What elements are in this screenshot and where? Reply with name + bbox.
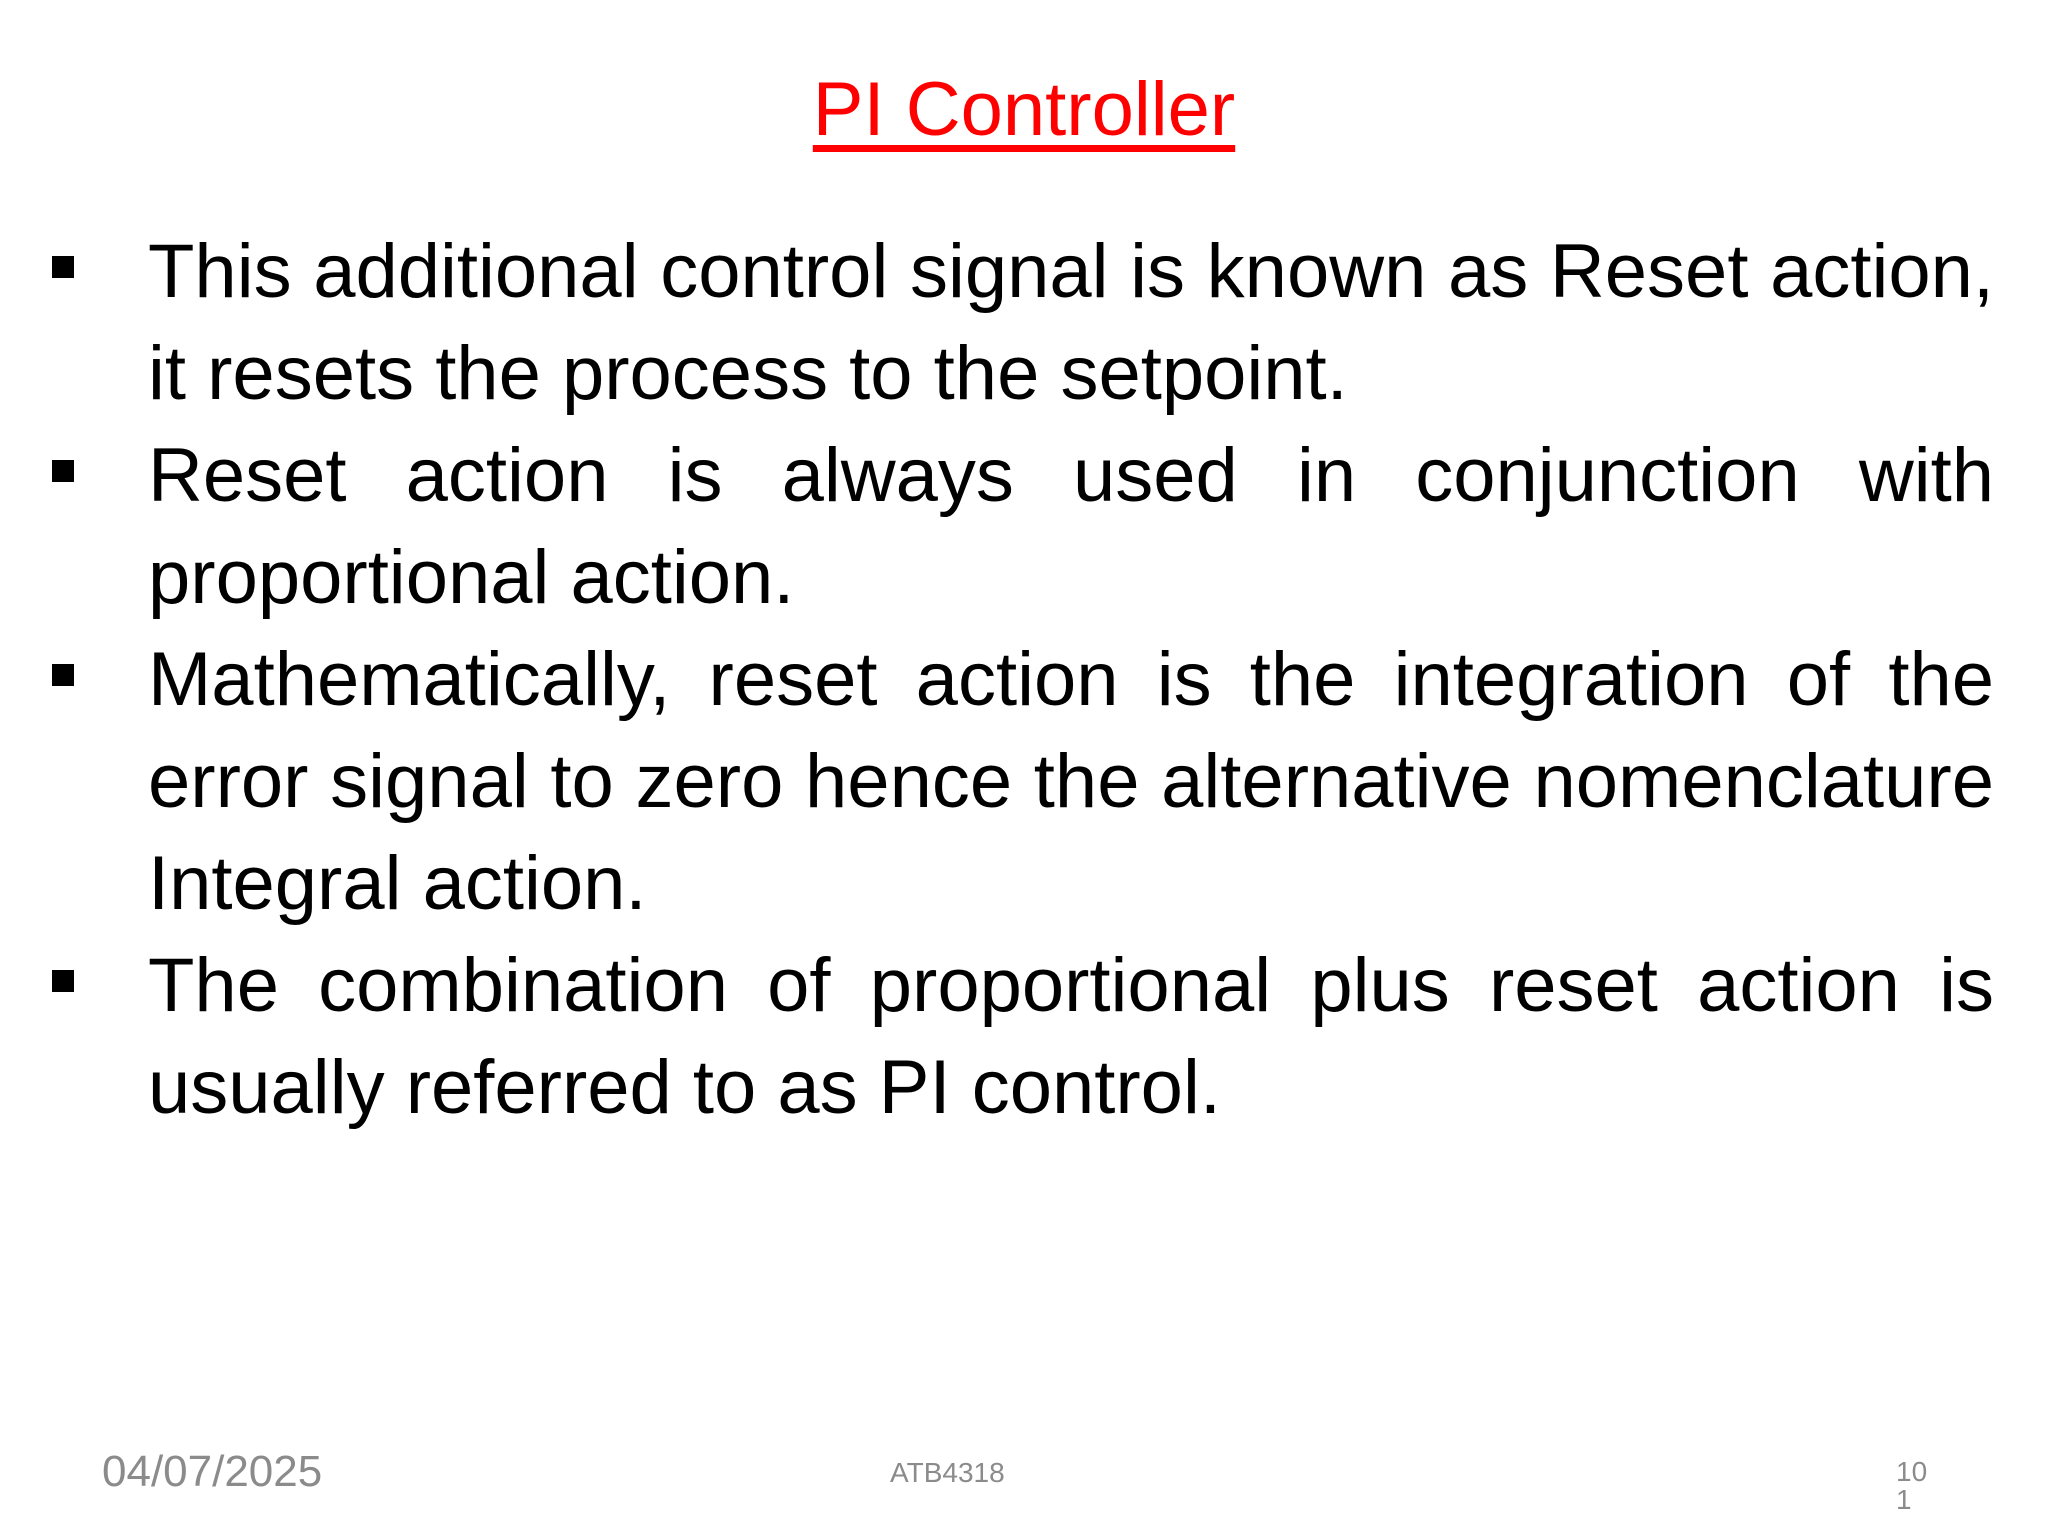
slide-title: PI Controller [812,67,1236,152]
bullet-item [148,629,1994,935]
bullet-item [148,935,1994,1139]
square-bullet-icon [52,970,74,992]
bullet-text: Reset action is always used in conjunction with proportional action. [148,433,1994,620]
bullet-text: Mathematically, reset action is the integration of the error signal to zero hence the alternative nomenclature Integral action. [148,637,1994,926]
bullet-item [148,425,1994,629]
bullet-text: This additional control signal is known as Reset action, it resets the process to the setpoint. [148,229,1994,416]
footer-course-code: ATB4318 [890,1457,1005,1488]
footer-date: 04/07/2025 [102,1447,323,1496]
slide-number: 101 [1896,1456,1928,1515]
square-bullet-icon [52,256,74,278]
square-bullet-icon [52,664,74,686]
bullet-text: The combination of proportional plus reset action is usually referred to as PI control. [148,943,1994,1130]
square-bullet-icon [52,460,74,482]
bullet-list [148,221,1994,1139]
bullet-item [148,221,1994,425]
